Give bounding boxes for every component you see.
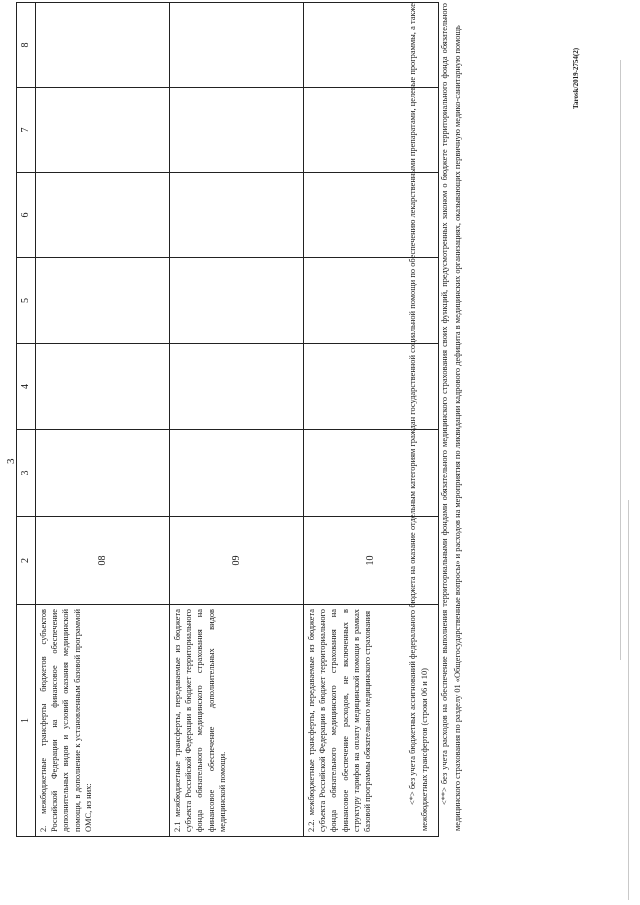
column-header: 3 (17, 430, 36, 517)
row-code: 08 (36, 517, 170, 605)
page-number: 3 (5, 458, 17, 464)
row-description: 2. межбюджетные трансферты бюджетов субъектов Российской Федерации на финансовое обеспечение дополнительных видов и условий оказания медицинской помощи, в дополнение к установленным базовой программой ОМС, из них: (36, 605, 170, 837)
column-header: 8 (17, 3, 36, 88)
empty-cell (36, 430, 170, 517)
table-row (36, 3, 170, 837)
empty-cell (170, 88, 304, 173)
empty-cell (170, 344, 304, 430)
column-header: 6 (17, 173, 36, 258)
column-header: 1 (17, 605, 36, 837)
column-header: 2 (17, 517, 36, 605)
empty-cell (36, 88, 170, 173)
empty-cell (36, 173, 170, 258)
row-code: 09 (170, 517, 304, 605)
budget-table (16, 2, 439, 837)
empty-cell (36, 3, 170, 88)
table-header-row (17, 3, 36, 837)
document-id: Tarosk/2019-2754(2) (572, 47, 580, 109)
footnote-2: <**> без учета расходов на обеспечение выполнения территориальными фондами обязательного медицинского страхования своих функций, предусмотренных законом о бюджете территориального фонда обязательного медицинского страхования по разделу 01 «Общегосударственные вопросы» и расходов на мероприятия по ликвидации кадрового дефицита в медицинских организациях, оказывающих первичную медико-санитарную помощь (440, 3, 462, 831)
empty-cell (170, 430, 304, 517)
table-row (170, 3, 304, 837)
empty-cell (170, 258, 304, 344)
column-header: 7 (17, 88, 36, 173)
empty-cell (170, 3, 304, 88)
footnotes (407, 3, 472, 831)
empty-cell (36, 344, 170, 430)
footnote-1: <*> без учета бюджетных ассигнований федерального бюджета на оказание отдельным категориям граждан государственной социальной помощи по обеспечению лекарственными препаратами, целевые программы, а также межбюджетных трансфертов (строки 06 и 10) (408, 3, 430, 831)
row-code: 10 (304, 517, 439, 605)
column-header: 5 (17, 258, 36, 344)
column-header: 4 (17, 344, 36, 430)
empty-cell (36, 258, 170, 344)
row-description: 2.1 межбюджетные трансферты, передаваемые из бюджета субъекта Российской Федерации в бюджет территориального фонда обязательного медицинского страхования на финансовое обеспечение дополнительных видов медицинской помощи. (170, 605, 304, 837)
empty-cell (170, 173, 304, 258)
row-description: 2.2. межбюджетные трансферты, передаваемые из бюджета субъекта Российской Федерации в бюджет территориального фонда обязательного медицинского страхования на финансовое обеспечение расходов, не включенных в структуру тарифов на оплату медицинской помощи в рамках базовой программы обязательного медицинского страхования (304, 605, 439, 837)
